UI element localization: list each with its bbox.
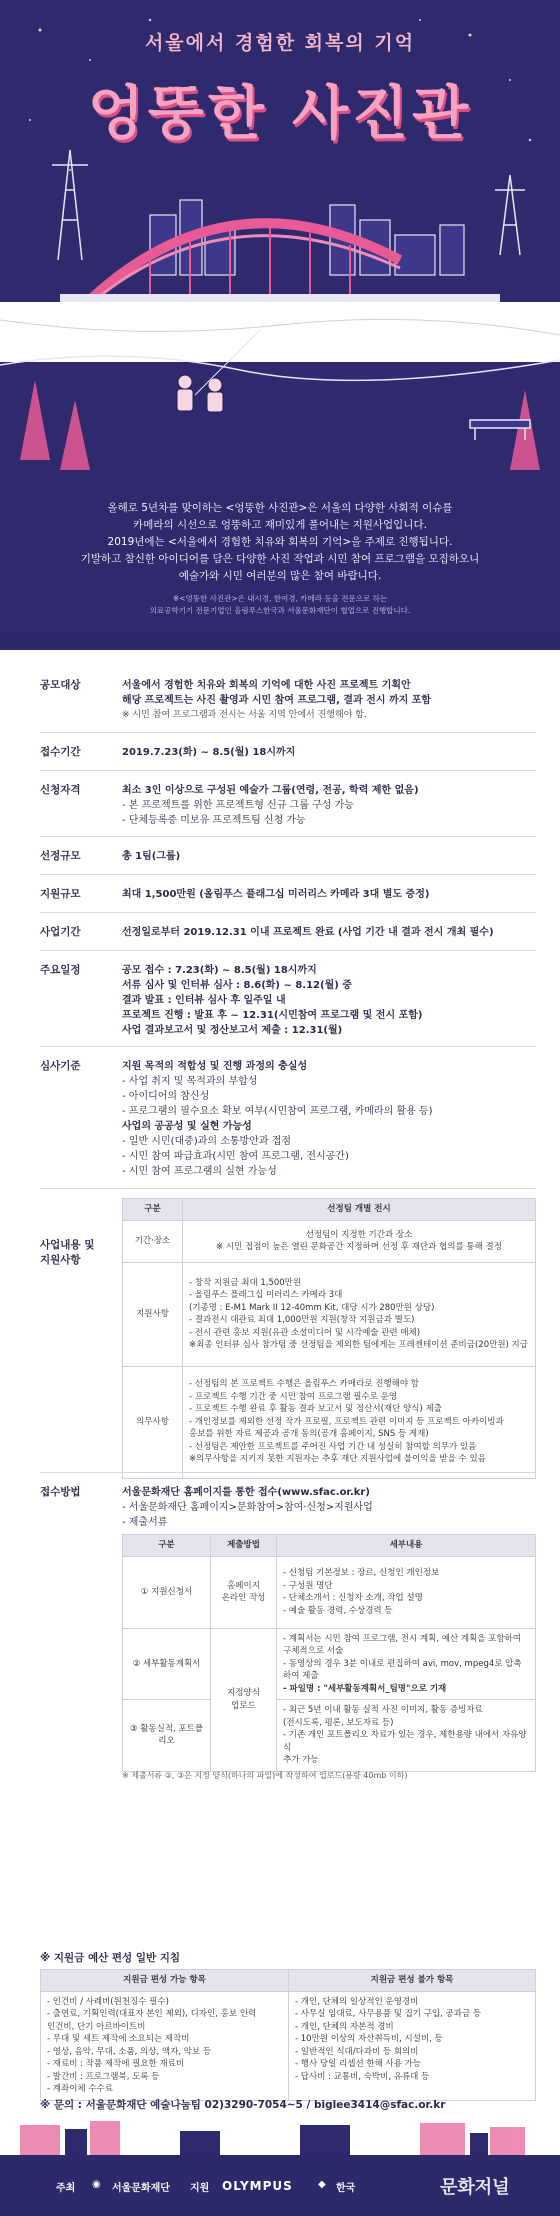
support-line: - 결과전시 대관료 최대 1,000만원 지원(창작 지원금과 별도)	[189, 1315, 415, 1325]
detail-line: 사업 결과보고서 및 정산보고서 제출 : 12.31(월)	[122, 1025, 343, 1036]
support-line: 선정팀이 지정한 기간과 장소	[305, 1229, 413, 1240]
olympus-logo: OLYMPUS	[222, 2179, 293, 2193]
support-row-detail	[183, 1366, 536, 1478]
apply-header: 세부내용	[277, 1535, 536, 1557]
support-row-category: 지원사항	[123, 1262, 183, 1366]
detail-label: 지원규모	[40, 888, 81, 900]
detail-line: 2019.7.23(화) ~ 8.5(월) 18시까지	[122, 747, 296, 758]
budget-disallowed-list	[289, 1991, 536, 2100]
method-line: 온라인 작성	[221, 1593, 266, 1603]
detail-line: 공모 접수 : 7.23(화) ~ 8.5(월) 18시까지	[122, 965, 317, 976]
apply-line: - 최근 5년 이내 활동 실적 사진 이미지, 활동 증빙자료	[283, 1705, 483, 1715]
support-line: - 선정팀의 본 프로젝트 수행은 올림푸스 카메라로 진행해야 함	[189, 1379, 419, 1390]
intro-note-line: ※<엉뚱한 사진관>은 내시경, 한여경, 카메라 등을 전문으로 하는	[172, 594, 388, 603]
divider	[40, 950, 536, 951]
detail-line: - 시민 참여 프로그램의 실현 가능성	[122, 1166, 277, 1177]
foundation-logo-icon: ◉	[92, 2179, 101, 2190]
apply-line: - 구성원 명단	[283, 1580, 333, 1591]
budget-table	[40, 1969, 536, 2101]
apply-line: (전시도록, 평론, 보도자료 등)	[283, 1717, 394, 1728]
budget-item: - 발간비 : 프로그램북, 도록 등	[47, 2071, 160, 2082]
intro-line: 올해로 5년차를 맞이하는 <엉뚱한 사진관>은 서울의 다양한 사회적 이슈를	[107, 502, 453, 514]
budget-item: - 영상, 음악, 무대, 소품, 의상, 액자, 악보 등	[47, 2046, 212, 2057]
apply-header: 제출방법	[211, 1535, 277, 1557]
support-row-category: 의무사항	[123, 1366, 183, 1478]
method-line: 홈페이지	[227, 1580, 260, 1591]
detail-line: ※ 시민 참여 프로그램과 전시는 서울 지역 안에서 진행해야 함.	[122, 710, 367, 720]
budget-item: - 행사 당일 리셉션 한해 사용 가능	[295, 2059, 422, 2069]
apply-line: - 파일명 : "세부활동계획서_팀명"으로 기재	[283, 1683, 447, 1694]
apply-line: 구체적으로 서술	[283, 1646, 344, 1656]
budget-item: - 인건비 / 사례비(원천징수 필수)	[47, 1996, 169, 2007]
apply-row-detail	[277, 1628, 536, 1700]
budget-allowed-list	[41, 1991, 289, 2100]
method-line: 지정양식	[227, 1688, 260, 1698]
detail-line: - 시민 참여 파급효과(시민 참여 프로그램, 전시공간)	[122, 1151, 349, 1162]
support-header-category: 구분	[123, 1199, 183, 1221]
hero-subtitle: 서울에서 경험한 회복의 기억	[144, 32, 416, 54]
budget-item: - 계좌이체 수수료	[47, 2084, 113, 2094]
divider	[40, 1188, 536, 1189]
detail-line: 지원 목적의 적합성 및 진행 과정의 충실성	[122, 1061, 308, 1072]
street-svg	[0, 2115, 560, 2155]
support-header-detail: 선정팀 개별 전시	[183, 1199, 536, 1221]
apply-row-detail	[277, 1700, 536, 1772]
support-row-detail	[183, 1220, 536, 1262]
support-line: - 올림푸스 플래그십 미러리스 카메라 3대	[189, 1290, 343, 1300]
apply-line: 추가 가능	[283, 1755, 319, 1765]
support-line: - 프로젝트 수행 기간 중 시민 참여 프로그램 필수로 운영	[189, 1391, 398, 1402]
detail-line: - 프로그램의 필수요소 확보 여부(시민참여 프로그램, 카메라의 활용 등)	[122, 1106, 433, 1117]
detail-line: - 일반 시민(대중)과의 소통방안과 접점	[122, 1136, 292, 1147]
support-line: - 선정팀은 제안한 프로젝트를 주어진 사업 기간 내 성실히 참여할 의무가 있음	[189, 1441, 477, 1452]
apply-row-category: ③ 활동실적, 포트폴리오	[123, 1700, 211, 1772]
detail-value	[122, 745, 534, 760]
apply-header: 구분	[123, 1535, 211, 1557]
detail-line: 선정일로부터 2019.12.31 이내 프로젝트 완료 (사업 기간 내 결과 전시 개최 필수)	[122, 927, 494, 938]
detail-line: 총 1팀(그룹)	[122, 851, 181, 862]
support-line: - 전시 관련 홍보 지원(유관 소셜미디어 및 시각예술 관련 매체)	[189, 1327, 421, 1338]
budget-item: - 개인, 단체의 자본적 경비	[295, 2021, 394, 2032]
budget-item: - 재료비 : 작품 제작에 필요한 재료비	[47, 2059, 185, 2069]
detail-label: 신청자격	[40, 784, 81, 796]
detail-label: 주요일정	[40, 964, 81, 976]
divider	[40, 770, 536, 771]
footer-host-label: 주최	[56, 2183, 76, 2194]
detail-line: - 본 프로젝트를 위한 프로젝트형 신규 그룹 구성 가능	[122, 800, 354, 811]
detail-value	[122, 1485, 534, 1530]
hero-illustration	[0, 0, 560, 470]
divider	[40, 1046, 536, 1047]
support-label-line: 지원사항	[40, 1254, 81, 1266]
support-row-detail	[183, 1262, 536, 1366]
budget-item: - 무대 및 세트 제작에 소요되는 제작비	[47, 2034, 190, 2044]
apply-line: - 기존 개인 포트폴리오 자료가 있는 경우, 제한용량 내에서 자유양식	[283, 1730, 527, 1753]
support-row-category: 기간·장소	[123, 1220, 183, 1262]
support-line: ※ 시민 접점이 높은 열린 문화공간 지정하며 선정 후 재단과 협의를 통해 결정	[216, 1242, 502, 1252]
intro-line: 카메라의 시선으로 엉뚱하고 재미있게 풀어내는 지원사업입니다.	[133, 519, 427, 531]
apply-line: - 단체소개서 : 신청자 소개, 작업 설명	[283, 1593, 423, 1603]
detail-label: 사업기간	[40, 926, 81, 938]
sponsor-icon: ◆	[318, 2179, 326, 2190]
detail-value	[122, 963, 534, 1038]
detail-line: - 제출서류	[122, 1517, 168, 1528]
budget-section	[0, 1945, 560, 2115]
detail-line: 프로젝트 진행 : 발표 후 ~ 12.31(시민참여 프로그램 및 전시 포함)	[122, 1010, 423, 1021]
detail-label	[40, 1238, 120, 1268]
contact-info: ※ 문의 : 서울문화재단 예술나눔팀 02)3290-7054~5 / biglee3414@sfac.or.kr	[40, 2099, 446, 2111]
budget-header-allowed: 지원금 편성 가능 항목	[41, 1970, 289, 1992]
footer-support-label: 지원	[190, 2183, 210, 2194]
detail-line: 서울에서 경험한 치유와 회복의 기억에 대한 사진 프로젝트 기획안	[122, 680, 411, 691]
divider	[40, 732, 536, 733]
divider	[40, 836, 536, 837]
apply-row-method	[211, 1628, 277, 1771]
apply-row-category: ① 지원신청서	[123, 1556, 211, 1628]
method-line: 업로드	[231, 1700, 256, 1711]
detail-line: 최소 3인 이상으로 구성된 예술가 그룹(연령, 전공, 학력 제한 없음)	[122, 785, 419, 796]
budget-item: - 개인, 단체의 일상적인 운영경비	[295, 1996, 419, 2007]
detail-line: 서류 심사 및 인터뷰 심사 : 8.6(화) ~ 8.12(월) 중	[122, 980, 352, 991]
support-line: ※의무사항을 지키지 못한 지원자는 추후 재단 지원사업에 불이익을 받을 수 있음	[189, 1454, 486, 1465]
support-label-line: 사업내용 및	[40, 1239, 95, 1251]
detail-line: 해당 프로젝트는 사진 촬영과 시민 참여 프로그램, 결과 전시 까지 포함	[122, 695, 432, 706]
apply-row-category: ② 세부활동계획서	[123, 1628, 211, 1700]
budget-header-disallowed: 지원금 편성 불가 항목	[289, 1970, 536, 1992]
divider	[40, 874, 536, 875]
apply-row-method	[211, 1556, 277, 1628]
budget-item: 인건비, 단기 아르바이트비	[47, 2021, 146, 2032]
support-line: (기종명 : E-M1 Mark II 12-40mm Kit, 대당 시가 280만원 상당)	[189, 1302, 435, 1313]
detail-value	[122, 678, 534, 723]
detail-value	[122, 887, 534, 902]
divider	[40, 912, 536, 913]
support-table	[122, 1198, 536, 1479]
footer-host-name: 서울문화재단	[112, 2183, 170, 2194]
apply-footnote: ※ 제출서류 ②, ③은 지정 양식(하나의 파일)에 작성하여 업로드(용량 40mb 이하)	[122, 1771, 408, 1780]
support-line: - 창작 지원금 최대 1,500만원	[189, 1277, 302, 1288]
intro-note-line: 의료공학기기 전문기업인 올림푸스한국과 서울문화재단이 협업으로 진행합니다.	[149, 606, 411, 615]
apply-line: - 동영상의 경우 3분 이내로 편집하여 avi, mov, mpeg4로 압축하여 제출	[283, 1658, 522, 1681]
watermark: 문화저널	[440, 2177, 510, 2198]
details-card	[0, 650, 560, 1945]
apply-line: - 신청팀 기본정보 : 장르, 신청인 개인정보	[283, 1568, 440, 1578]
detail-label: 심사기준	[40, 1060, 81, 1072]
detail-line: 사업의 공공성 및 실현 가능성	[122, 1121, 252, 1132]
apply-line: - 예술 활동 경력, 수상경력 등	[283, 1605, 393, 1616]
intro-line: 기발하고 참신한 아이디어를 담은 다양한 사진 작업과 시민 참여 프로그램을 모집하오니	[80, 553, 480, 565]
support-line: ※최종 인터뷰 심사 참가팀 중 선정팀을 제외한 팀에게는 프레젠테이션 준비금(20만원) 지급	[189, 1340, 528, 1350]
hero-title: 엉뚱한 사진관	[87, 79, 473, 147]
support-line: 홍보를 위한 자료 제공과 공개 동의(공개 홈페이지, SNS 등 게재)	[189, 1429, 429, 1440]
intro-line: 2019년에는 <서울에서 경험한 치유와 회복의 기억>을 주제로 진행됩니다.	[107, 536, 453, 548]
support-line: - 프로젝트 수행 완료 후 활동 결과 보고서 및 정산서(재단 양식) 제출	[189, 1404, 442, 1415]
detail-label: 선정규모	[40, 850, 81, 862]
detail-value	[122, 849, 534, 864]
intro-section	[0, 470, 560, 630]
footer-sponsor-kr: 한국	[336, 2183, 356, 2194]
detail-line: - 아이디어의 참신성	[122, 1091, 210, 1102]
detail-line: - 서울문화재단 홈페이지>문화참여>참여·신청>지원사업	[122, 1502, 373, 1513]
apply-line: - 계획서는 시민 참여 프로그램, 전시 계획, 예산 계획을 포함하여	[283, 1633, 522, 1644]
budget-item: - 사무실 임대료, 사무용품 및 집기 구입, 공과금 등	[295, 2009, 482, 2019]
street-illustration	[0, 2115, 560, 2155]
detail-value	[122, 925, 534, 940]
detail-line: - 사업 취지 및 목적과의 부합성	[122, 1076, 258, 1087]
divider	[40, 1472, 536, 1473]
detail-label: 접수방법	[40, 1486, 81, 1498]
budget-title: ※ 지원금 예산 편성 일반 지침	[40, 1952, 181, 1964]
detail-value	[122, 1059, 534, 1179]
detail-line: - 단체등록증 미보유 프로젝트팀 신청 가능	[122, 815, 306, 826]
apply-row-detail	[277, 1556, 536, 1628]
budget-item: - 답사비 : 교통비, 숙박비, 유류대 등	[295, 2071, 430, 2082]
apply-table	[122, 1534, 536, 1772]
detail-label: 공모대상	[40, 679, 81, 691]
intro-line: 예술가와 시민 여러분의 많은 참여 바랍니다.	[178, 570, 382, 582]
intro-note	[0, 593, 560, 617]
budget-item: - 일반적인 식대/다과비 등 회의비	[295, 2046, 419, 2057]
detail-label: 접수기간	[40, 746, 81, 758]
footer	[0, 2155, 560, 2216]
budget-item: - 10만원 이상의 자산취득비, 시설비, 등	[295, 2034, 443, 2044]
detail-line: 결과 발표 : 인터뷰 심사 후 일주일 내	[122, 995, 286, 1006]
detail-value	[122, 783, 534, 828]
budget-item: - 출연료, 기획인력(대표자 본인 제외), 디자인, 홍보 인력	[47, 2009, 257, 2019]
support-line: - 개인정보를 제외한 선정 작가 프로필, 프로젝트 관련 이미지 등 프로젝트 아카이빙과	[189, 1416, 504, 1427]
detail-line: 서울문화재단 홈페이지를 통한 접수(www.sfac.or.kr)	[122, 1487, 370, 1498]
detail-line: 최대 1,500만원 (올림푸스 플래그십 미러리스 카메라 3대 별도 증정)	[122, 889, 430, 900]
